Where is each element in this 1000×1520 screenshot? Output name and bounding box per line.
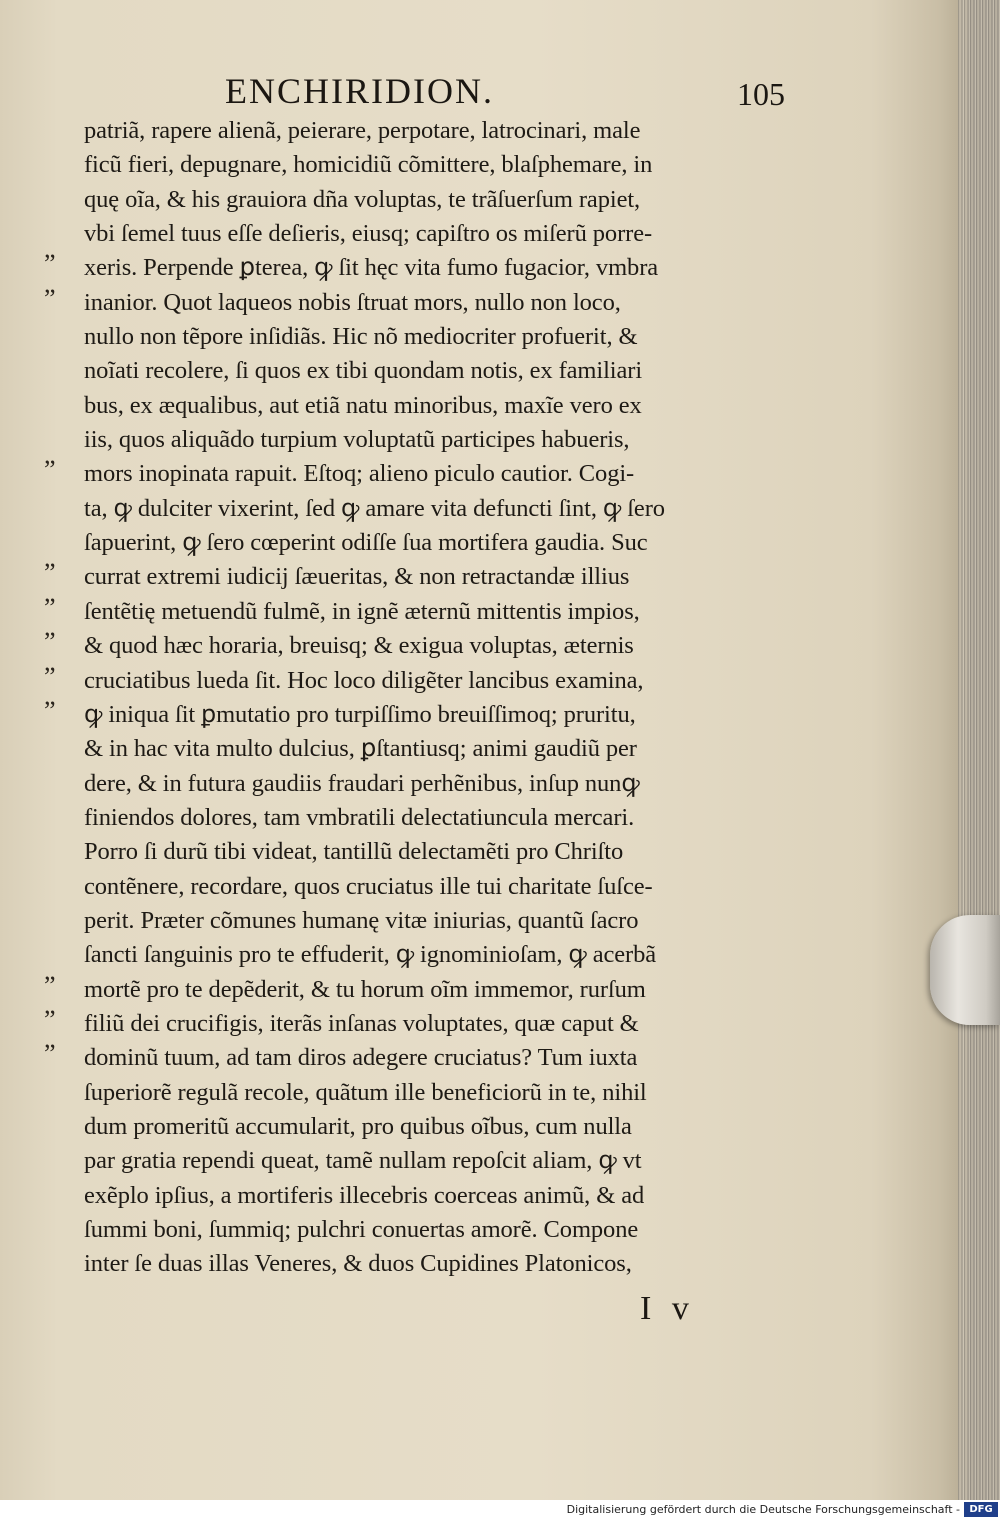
text-line: ſuperiorẽ regulã recole, quãtum ille beneficiorũ in te, nihil [84, 1078, 647, 1106]
footer-bar [0, 1500, 1000, 1520]
text-line: nullo non tẽpore inſidiãs. Hic nõ mediocriter profuerit, & [84, 323, 638, 351]
text-line: bus, ex æqualibus, aut etiã natu minoribus, maxĩe vero ex [84, 391, 642, 419]
text-line: iis, quos aliquãdo turpium voluptatũ participes habueris, [84, 426, 630, 454]
text-line: ” cruciatibus lueda ſit. Hoc loco diligẽter lancibus examina, [62, 664, 832, 698]
text-line: ficũ fieri, depugnare, homicidiũ cõmittere, blaſphemare, in [84, 151, 653, 179]
funding-credit: Digitalisierung gefördert durch die Deutsche Forschungsgemeinschaft - [566, 1503, 960, 1516]
text-line: ” filiũ dei crucifigis, iterãs inſanas voluptates, quæ caput & [62, 1007, 832, 1041]
text-line: ” currat extremi iudicij ſæueritas, & non retractandæ illius [62, 560, 832, 594]
text-line: dere, & in futura gaudiis fraudari perhẽnibus, inſup nunꝙ [84, 769, 640, 797]
running-title: ENCHIRIDION. [225, 71, 494, 111]
text-line: ” mors inopinata rapuit. Eſtoq; alieno piculo cautior. Cogi- [62, 457, 832, 491]
text-line: perit. Præter cõmunes humanę vitæ iniurias, quantũ ſacro [84, 906, 639, 934]
text-line: ” inanior. Quot laqueos nobis ſtruat mors, nullo non loco, [62, 286, 832, 320]
text-line: patriã, rapere alienã, peierare, perpotare, latrocinari, male [84, 117, 641, 144]
text-line: ſancti ſanguinis pro te effuderit, ꝙ ignominioſam, ꝙ acerbã [84, 941, 657, 969]
text-line: finiendos dolores, tam vmbratili delectatiuncula mercari. [84, 803, 635, 831]
text-line: ” ꝙ iniqua ſit ꝑmutatio pro turpiſſimo breuiſſimoq; pruritu, [62, 698, 832, 732]
page-header [225, 70, 785, 120]
text-line: dum promeritũ accumularit, pro quibus oĩbus, cum nulla [84, 1112, 632, 1140]
text-line: ” xeris. Perpende ꝑterea, ꝙ ſit hęc vita fumo fugacior, vmbra [62, 251, 832, 285]
text-line: ſummi boni, ſummiq; pulchri conuertas amorẽ. Compone [84, 1216, 639, 1243]
text-line: ” dominũ tuum, ad tam diros adegere cruciatus? Tum iuxta [62, 1041, 832, 1075]
dfg-logo-icon: DFG [964, 1502, 998, 1517]
text-line: ” mortẽ pro te depẽderit, & tu horum oĩm immemor, rurſum [62, 973, 832, 1007]
page-number: 105 [737, 76, 785, 112]
text-line: Porro ſi durũ tibi videat, tantillũ delectamẽti pro Chriſto [84, 838, 624, 866]
text-line: par gratia rependi queat, tamẽ nullam repoſcit aliam, ꝙ vt [84, 1147, 642, 1175]
text-line: noĩati recolere, ſi quos ex tibi quondam notis, ex familiari [84, 357, 643, 385]
book-clip [930, 915, 1000, 1025]
text-line: & in hac vita multo dulcius, ꝑſtantiusq; animi gaudiũ per [84, 735, 637, 763]
text-line: inter ſe duas illas Veneres, & duos Cupidines Platonicos, [84, 1250, 632, 1278]
body-text [62, 114, 832, 1282]
signature-mark: I v [640, 1290, 695, 1327]
text-line: exẽplo ipſius, a mortiferis illecebris coerceas animũ, & ad [84, 1181, 645, 1209]
text-line: quę oĩa, & his grauiora dña voluptas, te trãſuerſum rapiet, [84, 185, 641, 213]
text-line: ” ſentẽtię metuendũ fulmẽ, in ignẽ æternũ mittentis impios, [62, 595, 832, 629]
text-line: ſapuerint, ꝙ ſero cœperint odiſſe ſua mortifera gaudia. Suc [84, 529, 648, 557]
text-line: vbi ſemel tuus eſſe deſieris, eiusq; capiſtro os miſerũ porre- [84, 220, 653, 248]
text-line: ta, ꝙ dulciter vixerint, ſed ꝙ amare vita defuncti ſint, ꝙ ſero [84, 494, 665, 522]
page-edges [958, 0, 1000, 1500]
text-line: ” & quod hæc horaria, breuisq; & exigua voluptas, æternis [62, 629, 832, 663]
text-line: contẽnere, recordare, quos cruciatus ille tui charitate ſuſce- [84, 872, 653, 900]
